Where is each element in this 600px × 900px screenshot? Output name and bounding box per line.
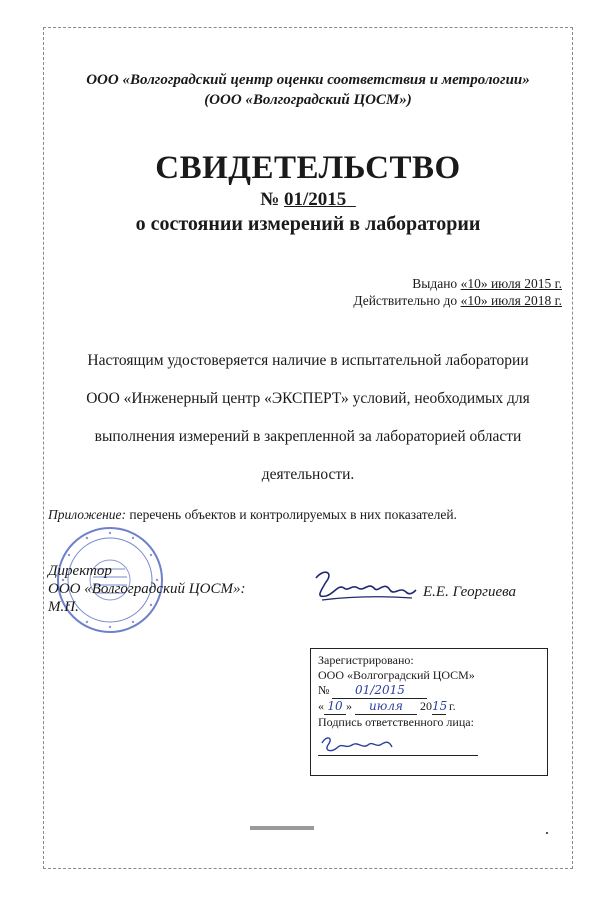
registration-number-value: 01/2015	[332, 683, 427, 699]
registration-day: 10	[324, 699, 346, 715]
director-name: Е.Е. Георгиева	[423, 584, 517, 600]
registration-year-prefix: 20	[420, 699, 432, 713]
appendix-note	[48, 507, 457, 523]
director-signature-block	[48, 562, 245, 616]
registration-year-suffix: 15	[432, 699, 448, 713]
issued-date: «10» июля 2015 г.	[460, 276, 562, 291]
date-close-quote: »	[346, 699, 352, 713]
valid-label: Действительно до	[353, 293, 458, 308]
director-organization: ООО «Волгоградский ЦОСМ»:	[48, 581, 246, 597]
registration-year-end: г.	[449, 699, 456, 713]
valid-until-line	[353, 293, 562, 309]
stamp-place-label: М.П.	[48, 599, 79, 615]
registration-box	[310, 648, 548, 776]
director-handwritten-signature	[312, 566, 417, 606]
body-line: деятельности.	[261, 466, 355, 483]
registration-number-row	[318, 683, 540, 699]
certificate-number	[45, 189, 571, 211]
number-value: 01/2015	[284, 189, 347, 210]
registration-org: ООО «Волгоградский ЦОСМ»	[318, 668, 475, 682]
certificate-body	[58, 342, 558, 494]
appendix-text: перечень объектов и контролируемых в них показателей.	[129, 507, 457, 522]
scan-speck	[546, 832, 548, 834]
valid-date: «10» июля 2018 г.	[460, 293, 562, 308]
issuer-org-short: (ООО «Волгоградский ЦОСМ»)	[204, 92, 412, 108]
registration-date-row	[318, 699, 540, 715]
responsible-signature-label: Подпись ответственного лица:	[318, 715, 474, 729]
registration-title: Зарегистрировано:	[318, 653, 414, 667]
body-line: ООО «Инженерный центр «ЭКСПЕРТ» условий, необходимых для	[86, 390, 530, 407]
document-title: СВИДЕТЕЛЬСТВО	[155, 150, 461, 186]
body-line: выполнения измерений в закрепленной за лабораторией области	[94, 428, 522, 445]
issuer-org-name: ООО «Волгоградский центр оценки соответствия и метрологии»	[86, 72, 530, 88]
issued-date-line	[412, 276, 562, 292]
registration-number-label: №	[318, 683, 330, 697]
number-sign: №	[260, 189, 280, 210]
document-subtitle: о состоянии измерений в лаборатории	[135, 213, 481, 235]
body-line: Настоящим удостоверяется наличие в испытательной лаборатории	[87, 352, 529, 369]
date-open-quote: «	[318, 699, 324, 713]
responsible-handwritten-signature	[318, 733, 478, 756]
binding-mark	[250, 826, 314, 830]
registration-month: июля	[355, 699, 417, 715]
appendix-label: Приложение:	[48, 507, 127, 522]
issued-label: Выдано	[412, 276, 458, 291]
director-title: Директор	[48, 563, 112, 579]
